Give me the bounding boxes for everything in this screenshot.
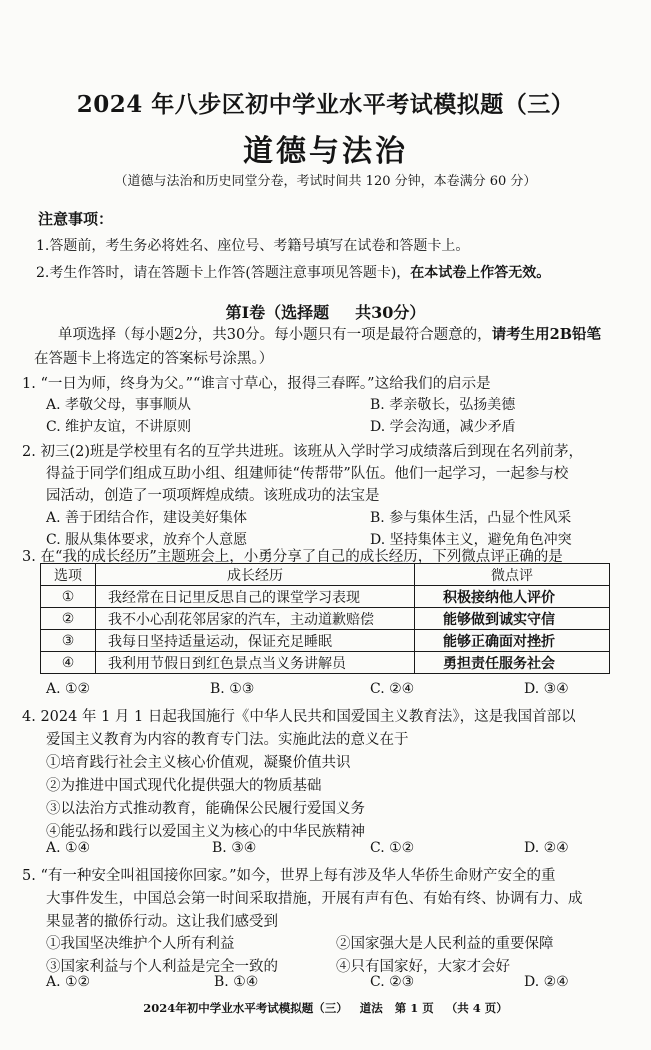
q5-stem-line2: 大事件发生，中国总会第一时间采取措施，开展有声有色、有始有终、协调有力、成 bbox=[46, 891, 583, 907]
q1-option-a: A. 孝敬父母，事事顺从 bbox=[46, 397, 192, 413]
notice-item-2 bbox=[36, 262, 550, 282]
notice-heading: 注意事项： bbox=[38, 210, 114, 228]
table-header-option: 选项 bbox=[41, 564, 96, 586]
q5-option-d: D. ②④ bbox=[524, 974, 569, 990]
q3-stem: 3. 在“我的成长经历”主题班会上，小勇分享了自己的成长经历，下列微点评正确的是 bbox=[22, 549, 563, 565]
q3-option-d: D. ③④ bbox=[524, 681, 569, 697]
q4-option-d: D. ②④ bbox=[524, 840, 569, 856]
row-option: ① bbox=[41, 586, 96, 608]
q3-table bbox=[40, 563, 610, 674]
row-experience: 我每日坚持适量运动，保证充足睡眠 bbox=[96, 630, 415, 652]
q1-option-c: C. 维护友谊，不讲原则 bbox=[46, 419, 192, 435]
table-row bbox=[41, 630, 610, 652]
table-row bbox=[41, 586, 610, 608]
subject-title: 道德与法治 bbox=[243, 134, 408, 169]
q3-option-b: B. ①③ bbox=[210, 681, 255, 697]
q2-stem-line1: 2. 初三(2)班是学校里有名的互学共进班。该班从入学时学习成绩落后到现在名列前茅， bbox=[22, 444, 583, 460]
q5-stem-line1: 5. “有一种安全叫祖国接你回家。”如今，世界上每有涉及华人华侨生命财产安全的重 bbox=[22, 868, 556, 884]
section-title-text: 第Ⅰ卷（选择题 bbox=[225, 303, 330, 322]
q2-stem-line2: 得益于同学们组成互助小组、组建师徒“传帮带”队伍。他们一起学习，一起参与校 bbox=[46, 466, 569, 482]
q1-option-b: B. 孝亲敬长，弘扬美德 bbox=[370, 397, 516, 413]
section-instruction-2: 在答题卡上将选定的答案标号涂黑。） bbox=[34, 351, 274, 367]
q5-option-c: C. ②③ bbox=[370, 974, 415, 990]
q5-statement-3: ③国家利益与个人利益是完全一致的 bbox=[46, 959, 278, 975]
row-comment: 能够正确面对挫折 bbox=[415, 630, 610, 652]
row-option: ③ bbox=[41, 630, 96, 652]
q2-option-a: A. 善于团结合作，建设美好集体 bbox=[46, 510, 248, 526]
q5-statement-2: ②国家强大是人民利益的重要保障 bbox=[336, 936, 554, 952]
q4-statement-1: ①培育践行社会主义核心价值观，凝聚价值共识 bbox=[46, 755, 351, 771]
table-row bbox=[41, 608, 610, 630]
exam-subtitle: （道德与法治和历史同堂分卷，考试时间共 120 分钟，本卷满分 60 分） bbox=[114, 174, 537, 189]
q4-statement-3: ③以法治方式推动教育，能确保公民履行爱国义务 bbox=[46, 801, 365, 817]
q4-option-b: B. ③④ bbox=[212, 840, 257, 856]
notice-item-1: 1.答题前，考生务必将姓名、座位号、考籍号填写在试卷和答题卡上。 bbox=[36, 238, 470, 254]
q4-stem-line2: 爱国主义教育为内容的教育专门法。实施此法的意义在于 bbox=[46, 732, 409, 748]
notice-item-2-bold: 在本试卷上作答无效。 bbox=[410, 265, 551, 281]
q4-option-a: A. ①④ bbox=[46, 840, 91, 856]
row-comment: 能够做到诚实守信 bbox=[415, 608, 610, 630]
q5-statement-1: ①我国坚决维护个人所有利益 bbox=[46, 936, 235, 952]
notice-item-2-text: 2.考生作答时，请在答题卡上作答(答题注意事项见答题卡)， bbox=[36, 265, 411, 281]
q2-option-b: B. 参与集体生活，凸显个性风采 bbox=[370, 510, 572, 526]
q4-stem-line1: 4. 2024 年 1 月 1 日起我国施行《中华人民共和国爱国主义教育法》，这是我国首部以 bbox=[22, 709, 576, 725]
row-comment: 积极接纳他人评价 bbox=[415, 586, 610, 608]
q5-option-b: B. ①④ bbox=[214, 974, 259, 990]
footer-title: 2024年初中学业水平考试模拟题（三） bbox=[143, 1001, 348, 1015]
section-instruction-1 bbox=[58, 323, 601, 344]
q4-statement-2: ②为推进中国式现代化提供强大的物质基础 bbox=[46, 778, 322, 794]
row-option: ② bbox=[41, 608, 96, 630]
instruction-bold: 请考生用2B铅笔 bbox=[491, 326, 602, 343]
row-experience: 我经常在日记里反思自己的课堂学习表现 bbox=[96, 586, 415, 608]
q1-option-d: D. 学会沟通，减少矛盾 bbox=[370, 419, 516, 435]
section-score: 共30分） bbox=[355, 303, 426, 322]
q2-stem-line3: 园活动，创造了一项项辉煌成绩。该班成功的法宝是 bbox=[46, 488, 380, 504]
q2-option-d: D. 坚持集体主义，避免角色冲突 bbox=[370, 532, 572, 548]
q2-option-c: C. 服从集体要求，放弃个人意愿 bbox=[46, 532, 248, 548]
exam-title: 2024 年八步区初中学业水平考试模拟题（三） bbox=[76, 91, 575, 118]
q5-stem-line3: 果显著的撤侨行动。这让我们感受到 bbox=[46, 914, 278, 930]
table-header-row bbox=[41, 564, 610, 586]
q5-statement-4: ④只有国家好，大家才会好 bbox=[336, 959, 510, 975]
row-comment: 勇担责任服务社会 bbox=[415, 652, 610, 674]
table-header-comment: 微点评 bbox=[415, 564, 610, 586]
row-experience: 我不小心刮花邻居家的汽车，主动道歉赔偿 bbox=[96, 608, 415, 630]
q4-statement-4: ④能弘扬和践行以爱国主义为核心的中华民族精神 bbox=[46, 824, 365, 840]
q3-option-c: C. ②④ bbox=[370, 681, 415, 697]
row-experience: 我利用节假日到红色景点当义务讲解员 bbox=[96, 652, 415, 674]
q5-option-a: A. ①② bbox=[46, 974, 91, 990]
q4-option-c: C. ①② bbox=[370, 840, 415, 856]
instruction-text: 单项选择（每小题2分，共30分。每小题只有一项是最符合题意的， bbox=[58, 327, 492, 343]
footer-subject: 道法 bbox=[359, 1001, 383, 1015]
q3-option-a: A. ①② bbox=[46, 681, 91, 697]
q1-stem: 1. “一日为师，终身为父。”“谁言寸草心，报得三春晖。”这给我们的启示是 bbox=[22, 376, 491, 392]
row-option: ④ bbox=[41, 652, 96, 674]
footer-page: 第 1 页 bbox=[394, 1001, 434, 1015]
page-footer bbox=[0, 1000, 651, 1016]
section-title bbox=[0, 300, 651, 323]
table-row bbox=[41, 652, 610, 674]
footer-total: （共 4 页） bbox=[445, 1001, 508, 1015]
table-header-experience: 成长经历 bbox=[96, 564, 415, 586]
